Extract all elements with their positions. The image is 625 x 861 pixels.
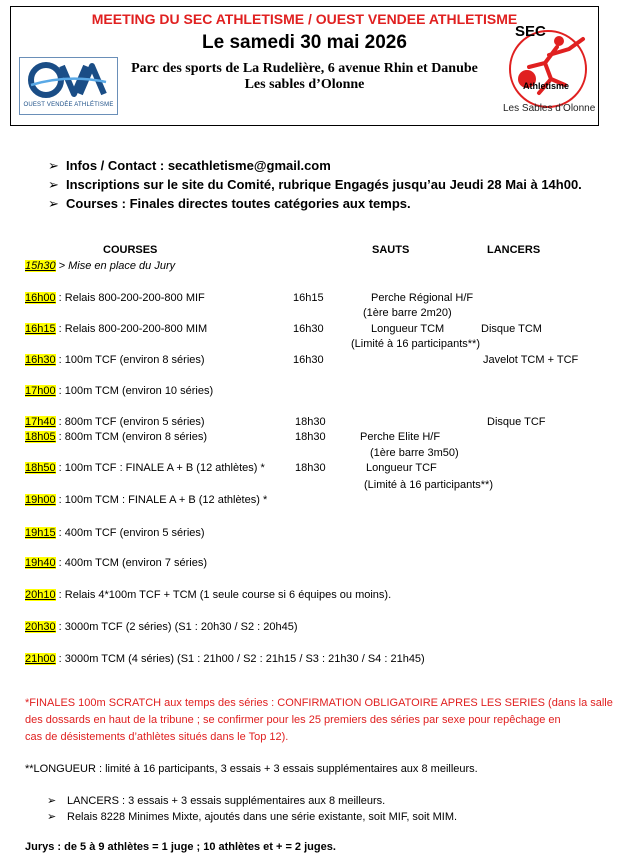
lancers-rule (47, 794, 385, 807)
schedule-row (25, 589, 391, 601)
meeting-title: MEETING DU SEC ATHLETISME / OUEST VENDEE ATHLETISME (91, 11, 518, 27)
schedule-row (25, 621, 298, 633)
schedule-course: : 100m TCM : FINALE A + B (12 athlètes) * (55, 494, 268, 506)
schedule-course: : 3000m TCF (2 séries) (S1 : 20h30 / S2 : 20h45) (55, 621, 298, 633)
relais-rule-text: Relais 8228 Minimes Mixte, ajoutés dans une série existante, soit MIF, soit MIM. (67, 811, 458, 823)
column-courses: COURSES (103, 244, 158, 256)
saut-note: (1ère barre 3m50) (370, 447, 459, 459)
meeting-date: Le samedi 30 mai 2026 (202, 32, 407, 53)
schedule-row (25, 527, 205, 539)
lancers-rule-text: LANCERS : 3 essais + 3 essais supplémentaires aux 8 meilleurs. (67, 795, 386, 807)
schedule-course: : 400m TCF (environ 5 séries) (55, 527, 205, 539)
info-inscriptions-text: Inscriptions sur le site du Comité, rubrique Engagés jusqu’au Jeudi 28 Mai à 14h00. (66, 177, 582, 192)
saut-event: Longueur TCF (366, 462, 437, 474)
arrow-bullet-icon: ➢ (48, 158, 59, 173)
sec-logo-sub: Athletisme (523, 81, 570, 91)
info-courses (48, 196, 411, 212)
schedule-course: : Relais 4*100m TCF + TCM (1 seule course si 6 équipes ou moins). (55, 589, 392, 601)
saut-note: (1ère barre 2m20) (363, 307, 452, 319)
schedule-row (25, 385, 213, 397)
schedule-row (25, 260, 175, 272)
schedule-time: 16h00 (25, 292, 56, 304)
schedule-time: 16h15 (25, 323, 56, 335)
lancer-event: Disque TCF (487, 416, 546, 428)
saut-time: 16h15 (293, 292, 324, 304)
jurys-note: Jurys : de 5 à 9 athlètes = 1 juge ; 10 athlètes et + = 2 juges. (25, 841, 336, 853)
schedule-time: 17h00 (25, 385, 56, 397)
column-sauts: SAUTS (372, 244, 410, 256)
column-lancers: LANCERS (487, 244, 541, 256)
schedule-course: : 400m TCM (environ 7 séries) (55, 557, 207, 569)
saut-time: 16h30 (293, 354, 324, 366)
arrow-bullet-icon: ➢ (48, 196, 59, 211)
saut-event: Longueur TCM (371, 323, 445, 335)
sec-logo (499, 19, 597, 119)
schedule-time: 15h30 (25, 260, 56, 272)
ova-logo-caption: OUEST VENDÉE ATHLÉTISME (23, 102, 114, 108)
longueur-note: **LONGUEUR : limité à 16 participants, 3 essais + 3 essais supplémentaires aux 8 meilleurs. (25, 763, 478, 775)
schedule-row (25, 557, 207, 569)
schedule-course: : 800m TCF (environ 5 séries) (55, 416, 205, 428)
saut-note: (Limité à 16 participants**) (351, 338, 481, 350)
info-contact-text: Infos / Contact : secathletisme@gmail.com (66, 158, 331, 173)
ova-logo-mark-icon (28, 60, 108, 100)
schedule-course: : Relais 800-200-200-800 MIF (55, 292, 205, 304)
schedule-time: 20h30 (25, 621, 56, 633)
schedule-course: : 3000m TCM (4 séries) (S1 : 21h00 / S2 : 21h15 / S3 : 21h30 / S4 : 21h45) (55, 653, 425, 665)
saut-event: Perche Elite H/F (360, 431, 441, 443)
saut-event: Perche Régional H/F (371, 292, 474, 304)
info-courses-text: Courses : Finales directes toutes catégories aux temps. (66, 196, 411, 211)
schedule-time: 19h15 (25, 527, 56, 539)
schedule-row (25, 416, 205, 428)
schedule-row (25, 292, 205, 304)
saut-time: 18h30 (295, 416, 326, 428)
schedule-time: 18h50 (25, 462, 56, 474)
sec-logo-name: SEC (515, 23, 546, 40)
schedule-course: : 800m TCM (environ 8 séries) (55, 431, 207, 443)
schedule-course: : Relais 800-200-200-800 MIM (55, 323, 208, 335)
lancer-event: Disque TCM (481, 323, 542, 335)
saut-note: (Limité à 16 participants**) (364, 479, 494, 491)
finales-note-line: des dossards en haut de la tribune ; se confirmer pour les 25 premiers des séries par sexe pour repêchage en (25, 714, 561, 726)
schedule-time: 16h30 (25, 354, 56, 366)
lancer-event: Javelot TCM + TCF (483, 354, 579, 366)
schedule-row (25, 323, 207, 335)
ova-logo (19, 57, 118, 115)
schedule-course: : 100m TCF : FINALE A + B (12 athlètes) * (55, 462, 265, 474)
info-contact (48, 158, 331, 174)
schedule-row (25, 653, 425, 665)
finales-note-line: *FINALES 100m SCRATCH aux temps des séries : CONFIRMATION OBLIGATOIRE APRES LES SERIES (dans la salle (25, 697, 613, 709)
schedule-row (25, 462, 265, 474)
schedule-course: : 100m TCF (environ 8 séries) (55, 354, 205, 366)
header-box (10, 6, 599, 126)
saut-time: 18h30 (295, 431, 326, 443)
schedule-time: 17h40 (25, 416, 56, 428)
meeting-venue: Parc des sports de La Rudelière, 6 avenue Rhin et Danube (131, 61, 478, 76)
arrow-bullet-icon: ➢ (47, 811, 57, 823)
arrow-bullet-icon: ➢ (48, 177, 59, 192)
info-inscriptions (48, 177, 582, 193)
saut-time: 18h30 (295, 462, 326, 474)
schedule-row (25, 354, 205, 366)
schedule-time: 20h10 (25, 589, 56, 601)
schedule-course: > Mise en place du Jury (55, 260, 176, 272)
schedule-time: 18h05 (25, 431, 56, 443)
finales-note-line: cas de désistements d’athlètes situés dans le Top 12). (25, 731, 289, 743)
saut-time: 16h30 (293, 323, 324, 335)
arrow-bullet-icon: ➢ (47, 795, 57, 807)
schedule-time: 19h40 (25, 557, 56, 569)
sec-logo-location: Les Sables d’Olonne (503, 103, 596, 114)
schedule-row (25, 431, 207, 443)
meeting-city: Les sables d’Olonne (244, 77, 365, 92)
schedule-time: 19h00 (25, 494, 56, 506)
schedule-time: 21h00 (25, 653, 56, 665)
relais-rule (47, 810, 457, 823)
schedule-course: : 100m TCM (environ 10 séries) (55, 385, 214, 397)
schedule-row (25, 494, 267, 506)
